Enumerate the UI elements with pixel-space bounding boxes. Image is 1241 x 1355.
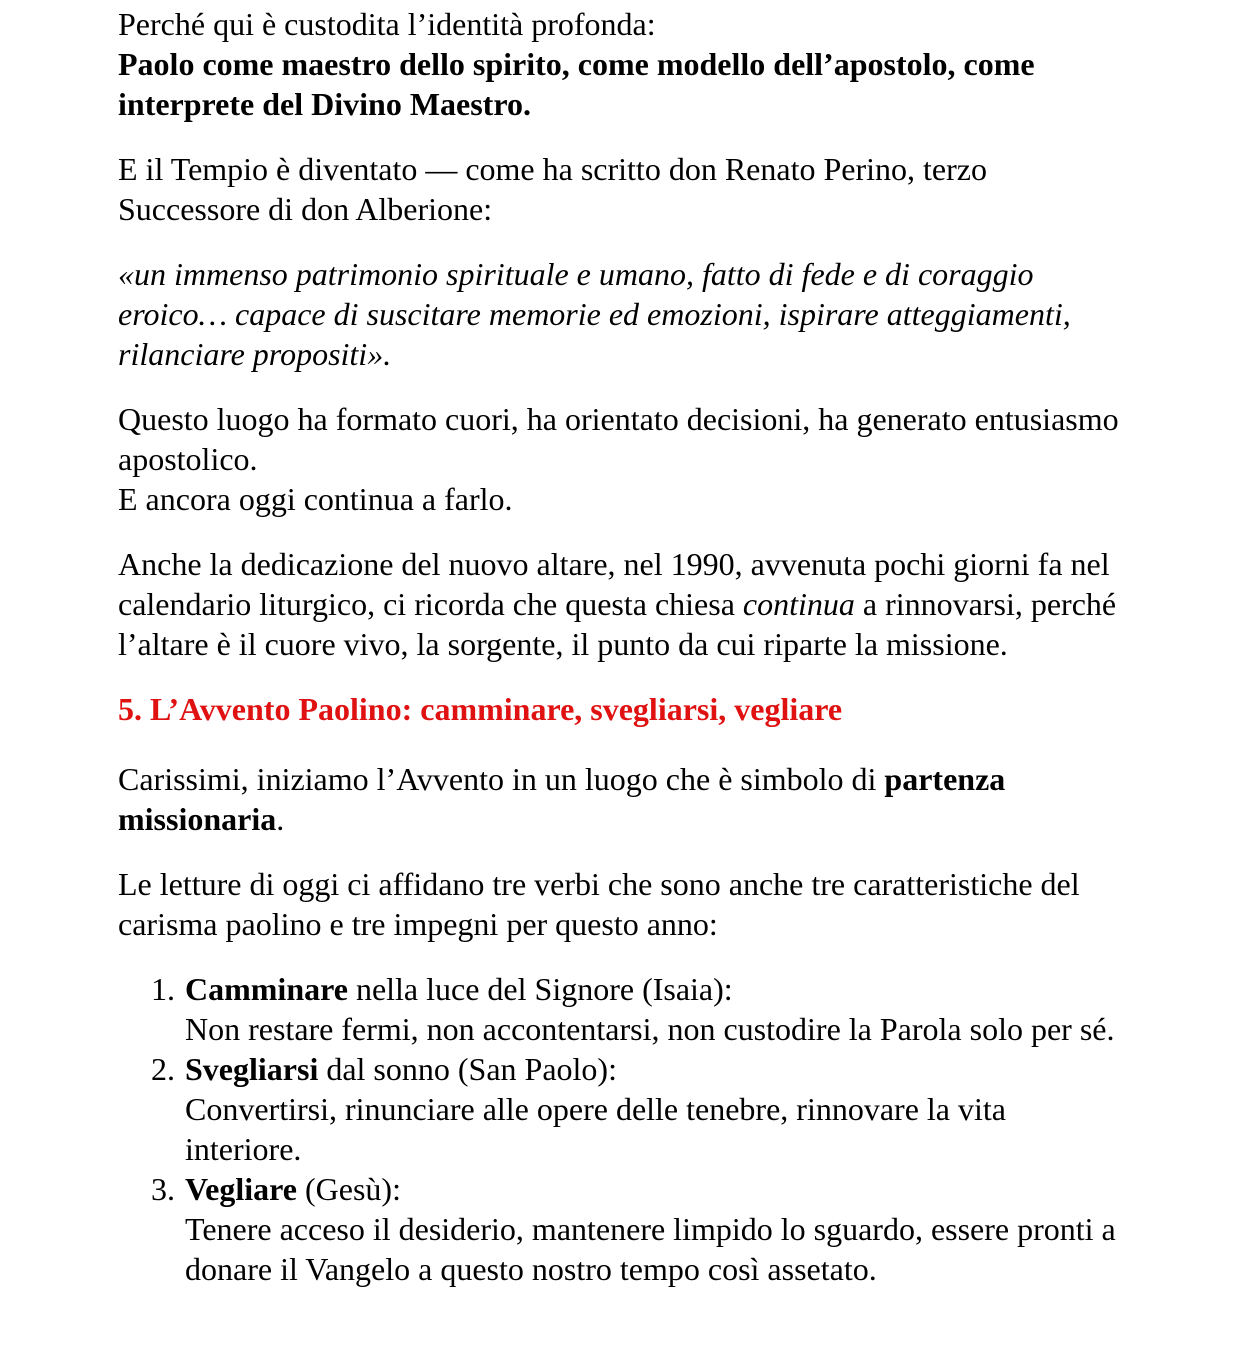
list-item <box>118 969 1128 1049</box>
list-item-number: 3. <box>151 1171 175 1207</box>
text-run: Camminare <box>185 971 348 1007</box>
text-run: Le letture di oggi ci affidano tre verbi che sono anche tre caratteristiche del carisma paolino e tre impegni per questo anno: <box>118 866 1080 942</box>
text-run: . <box>276 801 285 837</box>
text-run: Tenere acceso il desiderio, mantenere limpido lo sguardo, essere pronti a donare il Vangelo a questo nostro tempo così assetato. <box>185 1211 1116 1287</box>
paragraph <box>118 254 1128 374</box>
paragraph <box>118 149 1128 229</box>
paragraph <box>118 864 1128 944</box>
text-run: a rinnovarsi, perché l’altare è il cuore vivo, la sorgente, il punto da cui riparte la missione. <box>118 586 1117 662</box>
paragraph <box>118 544 1128 664</box>
section-heading <box>118 689 1128 729</box>
text-run: Anche la dedicazione del nuovo altare, nel 1990, avvenuta pochi giorni fa nel calendario liturgico, ci ricorda che questa chiesa <box>118 546 1110 622</box>
text-run: E ancora oggi continua a farlo. <box>118 481 513 517</box>
numbered-list <box>118 969 1128 1289</box>
text-run: Carissimi, iniziamo l’Avvento in un luogo che è simbolo di <box>118 761 885 797</box>
text-run: Svegliarsi <box>185 1051 319 1087</box>
list-item-number: 1. <box>151 971 175 1007</box>
text-run: Paolo come maestro dello spirito, come modello dell’apostolo, come interprete del Divino Maestro. <box>118 46 1035 122</box>
text-run: Non restare fermi, non accontentarsi, non custodire la Parola solo per sé. <box>185 1011 1115 1047</box>
text-run: Vegliare <box>185 1171 297 1207</box>
text-run: E il Tempio è diventato — come ha scritto don Renato Perino, terzo Successore di don Alberione: <box>118 151 987 227</box>
text-run: Perché qui è custodita l’identità profonda: <box>118 6 656 42</box>
text-run: nella luce del Signore (Isaia): <box>347 971 733 1007</box>
text-run: dal sonno (San Paolo): <box>318 1051 617 1087</box>
text-run: Questo luogo ha formato cuori, ha orientato decisioni, ha generato entusiasmo apostolico. <box>118 401 1119 477</box>
list-item <box>118 1169 1128 1289</box>
paragraph <box>118 759 1128 839</box>
text-run: Convertirsi, rinunciare alle opere delle tenebre, rinnovare la vita interiore. <box>185 1091 1006 1167</box>
text-run: (Gesù): <box>296 1171 401 1207</box>
text-run: «un immenso patrimonio spirituale e umano, fatto di fede e di coraggio eroico… capace di suscitare memorie ed emozioni, ispirare atteggiamenti, rilanciare propositi». <box>118 256 1071 372</box>
paragraph <box>118 399 1128 519</box>
list-item <box>118 1049 1128 1169</box>
text-run: continua <box>742 586 855 622</box>
paragraph <box>118 4 1128 124</box>
text-run: partenza missionaria <box>118 761 1006 837</box>
text-run: 5. L’Avvento Paolino: camminare, svegliarsi, vegliare <box>118 691 843 727</box>
list-item-number: 2. <box>151 1051 175 1087</box>
